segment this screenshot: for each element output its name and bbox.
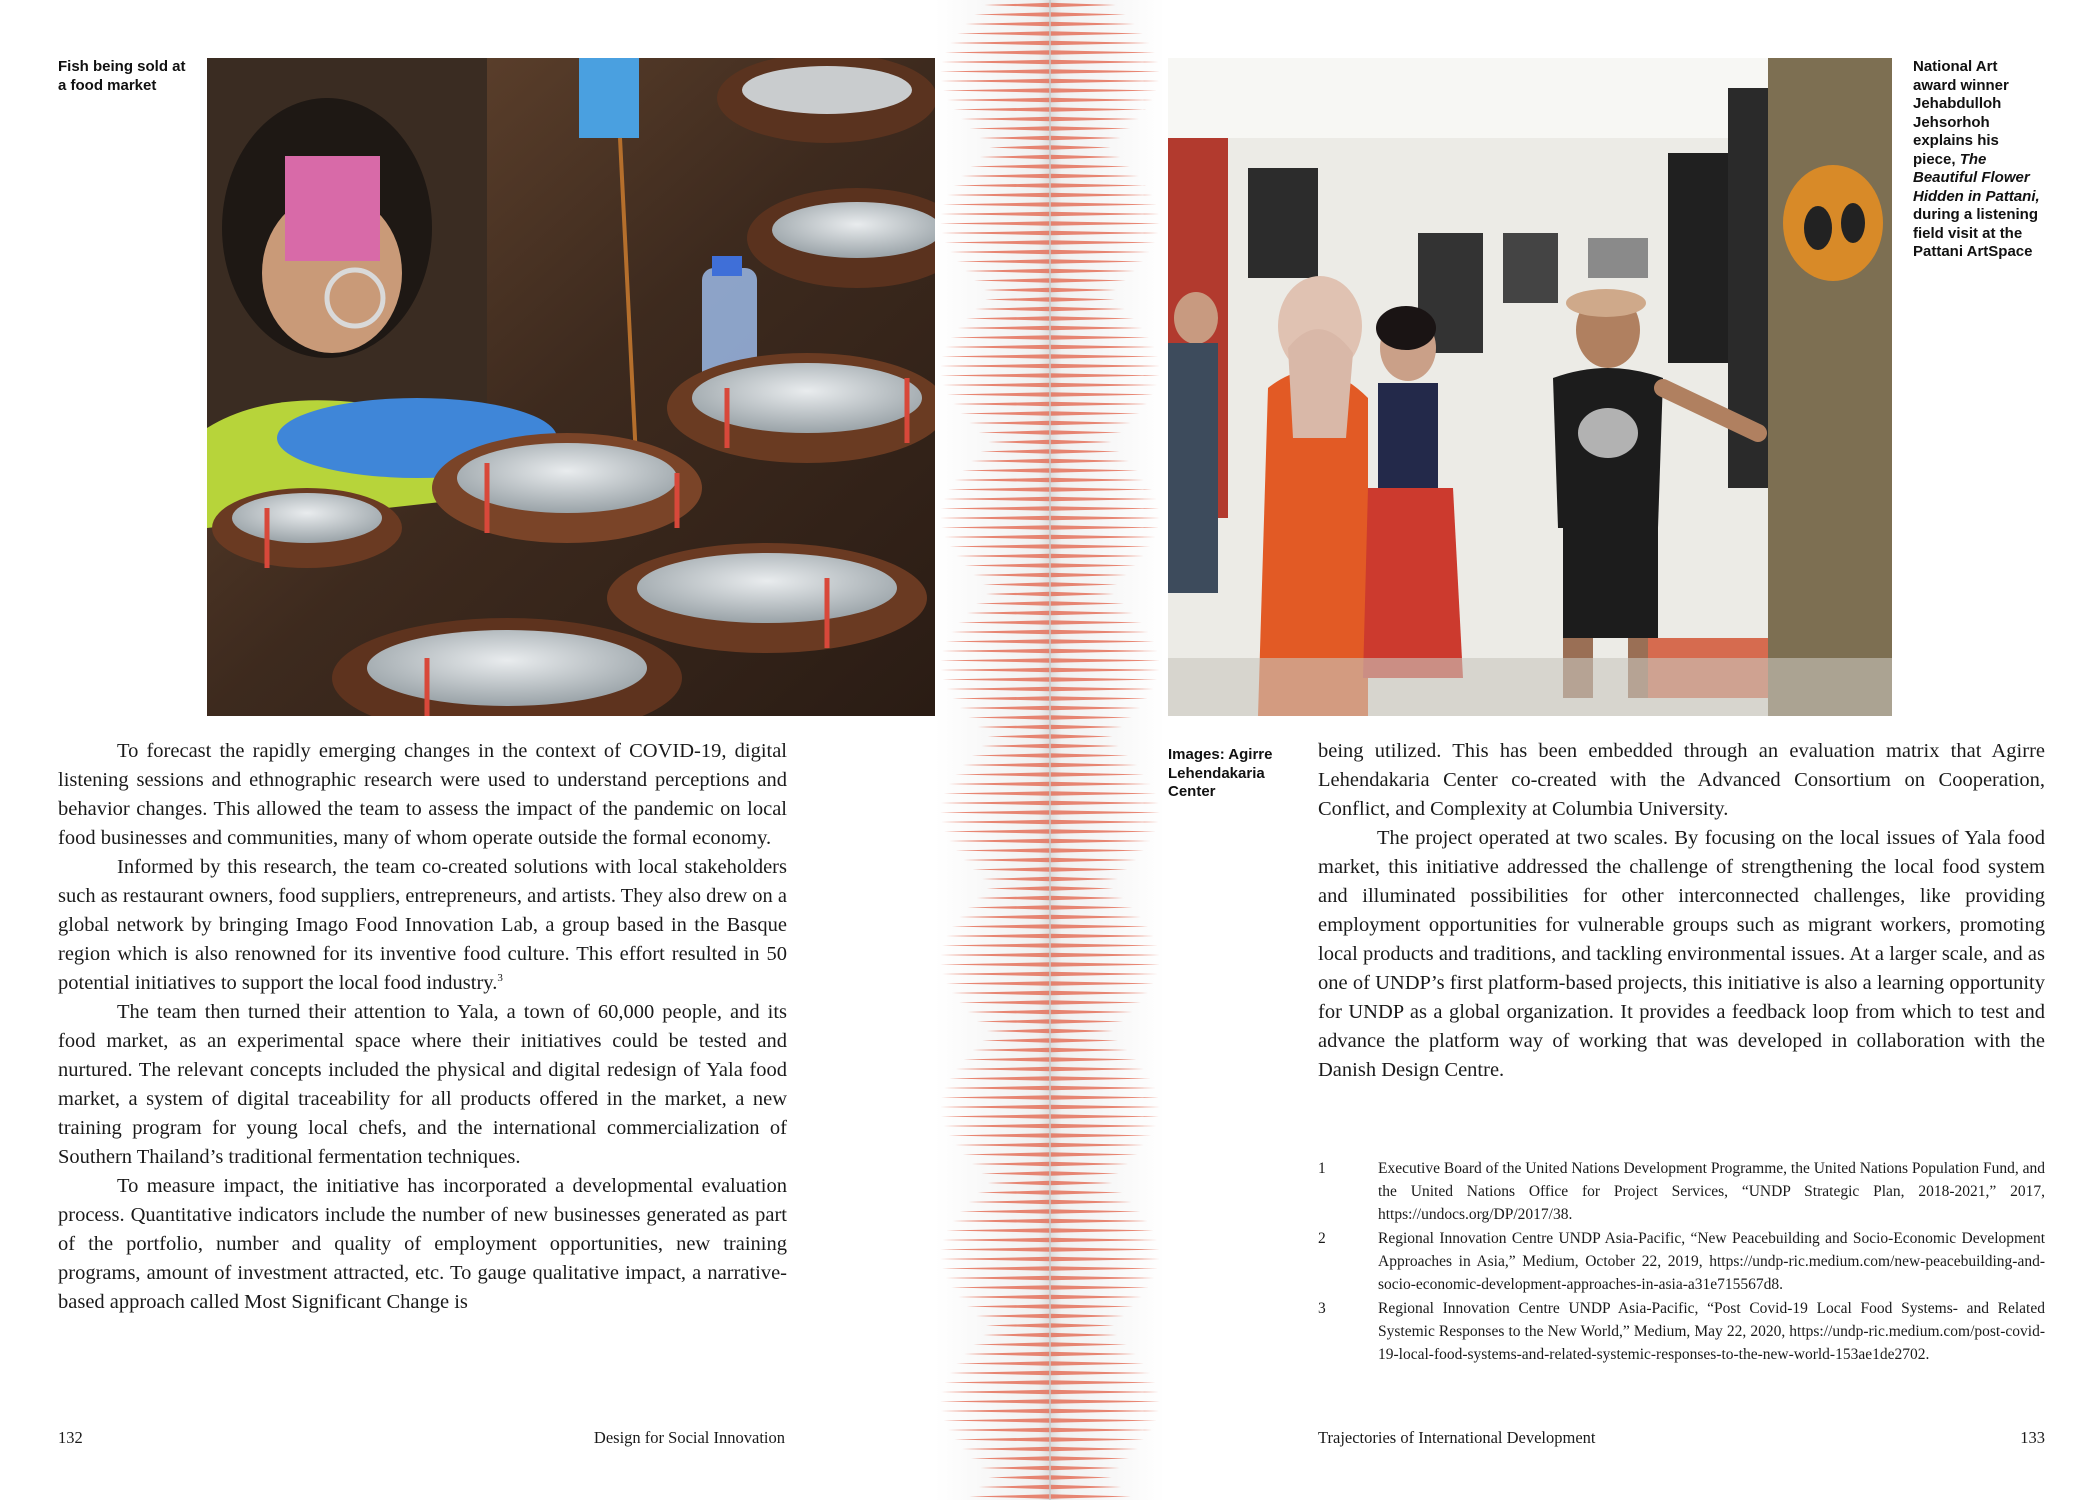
paragraph: The project operated at two scales. By focusing on the local issues of Yala food market, this initiative addressed the challenge of strengthening the local food system and illuminated possibilities for other interconnected challenges, like providing employment opportunities for vulnerable groups such as migrant workers, promoting local products and traditions, and tackling environmental issues. At a larger scale, and as one of UNDP’s first platform-based projects, this initiative is also a learning opportunity for UNDP as a global organization. It provides a feedback loop from which to test and advance the platform way of working that was developed in collaboration with the Danish Design Centre. <box>1318 827 2045 1081</box>
right-body-text <box>1318 737 2045 1085</box>
footnote-number: 3 <box>1318 1300 1326 1317</box>
left-body-text <box>58 737 787 1317</box>
image-credit: Images: Agirre Lehendakaria Center <box>1168 746 1273 800</box>
paragraph: The team then turned their attention to Yala, a town of 60,000 people, and its food market, as an experimental space where their initiatives could be tested and nurtured. The relevant concepts included the physical and digital redesign of Yala food market, a system of digital traceability for all products offered in the market, a new training program for young local chefs, and the international commercialization of Southern Thailand’s traditional fermentation techniques. <box>58 1001 787 1168</box>
fish-market-photo <box>207 58 935 716</box>
footnote-number: 1 <box>1318 1160 1326 1177</box>
footnote <box>1318 1297 2045 1366</box>
right-page <box>1165 0 2100 1500</box>
footnote-text: Regional Innovation Centre UNDP Asia-Pacific, “New Peacebuilding and Socio-Economic Development Approaches in Asia,” Medium, October 22, 2019, https://undp-ric.medium.com/new-peacebuilding-and-socio-economic-development-approaches-in-asia-a31e715567d8. <box>1378 1230 2045 1293</box>
footnotes <box>1318 1157 2045 1367</box>
paragraph: being utilized. This has been embedded through an evaluation matrix that Agirre Lehendakaria Center co-created with the Advanced Consortium on Cooperation, Conflict, and Complexity at Columbia University. <box>1318 740 2045 820</box>
footnote-number: 2 <box>1318 1230 1326 1247</box>
artspace-photo <box>1168 58 1892 716</box>
photo-caption-left: Fish being sold at a food market <box>58 58 186 94</box>
photo-caption-right <box>1913 58 2043 262</box>
paragraph: To measure impact, the initiative has incorporated a developmental evaluation process. Quantitative indicators include the number of new businesses generated as part of the portfolio, number and quality of employment opportunities, new training programs, amount of investment attracted, etc. To gauge qualitative impact, a narrative-based approach called Most Significant Change is <box>58 1175 787 1313</box>
gutter-pattern <box>935 0 1165 1500</box>
book-gutter <box>935 0 1165 1500</box>
page-number-right: 133 <box>2020 1428 2045 1447</box>
running-title-right: Trajectories of International Development <box>1318 1428 1596 1447</box>
footnote <box>1318 1227 2045 1296</box>
paragraph: To forecast the rapidly emerging changes in the context of COVID-19, digital listening sessions and ethnographic research were used to understand perceptions and behavior changes. This allowed the team to assess the impact of the pandemic on local food businesses and communities, many of whom operate outside the formal economy. <box>58 740 787 849</box>
footnote-reference[interactable]: 3 <box>497 972 503 985</box>
caption-text: National Art award winner Jehabdulloh Jehsorhoh explains his piece, <box>1913 58 2009 168</box>
artwork-title: The Beautiful Flower Hidden in Pattani, <box>1913 150 2040 205</box>
paragraph: Informed by this research, the team co-created solutions with local stakeholders such as restaurant owners, food suppliers, entrepreneurs, and artists. They also drew on a global network by bringing Imago Food Innovation Lab, a group based in the Basque region which is also renowned for its inventive food culture. This effort resulted in 50 potential initiatives to support the local food industry.$^3$ <box>58 856 787 994</box>
footnote-text: Regional Innovation Centre UNDP Asia-Pacific, “Post Covid-19 Local Food Systems- and Related Systemic Responses to the New World,” Medium, May 22, 2020, https://undp-ric.medium.com/post-covid-19-local-food-systems-and-related-systemic-responses-to-the-new-world-153ae1de2702. <box>1378 1300 2045 1363</box>
caption-text: during a listening field visit at the Pattani ArtSpace <box>1913 206 2039 260</box>
running-title-left: Design for Social Innovation <box>593 1428 785 1447</box>
left-page <box>0 0 935 1500</box>
footnote-text: Executive Board of the United Nations Development Programme, the United Nations Population Fund, and the United Nations Office for Project Services, “UNDP Strategic Plan, 2018-2021,” 2017, https://undocs.org/DP/2017/38. <box>1378 1160 2045 1223</box>
footnote <box>1318 1157 2045 1226</box>
page-number-left: 132 <box>58 1428 83 1447</box>
